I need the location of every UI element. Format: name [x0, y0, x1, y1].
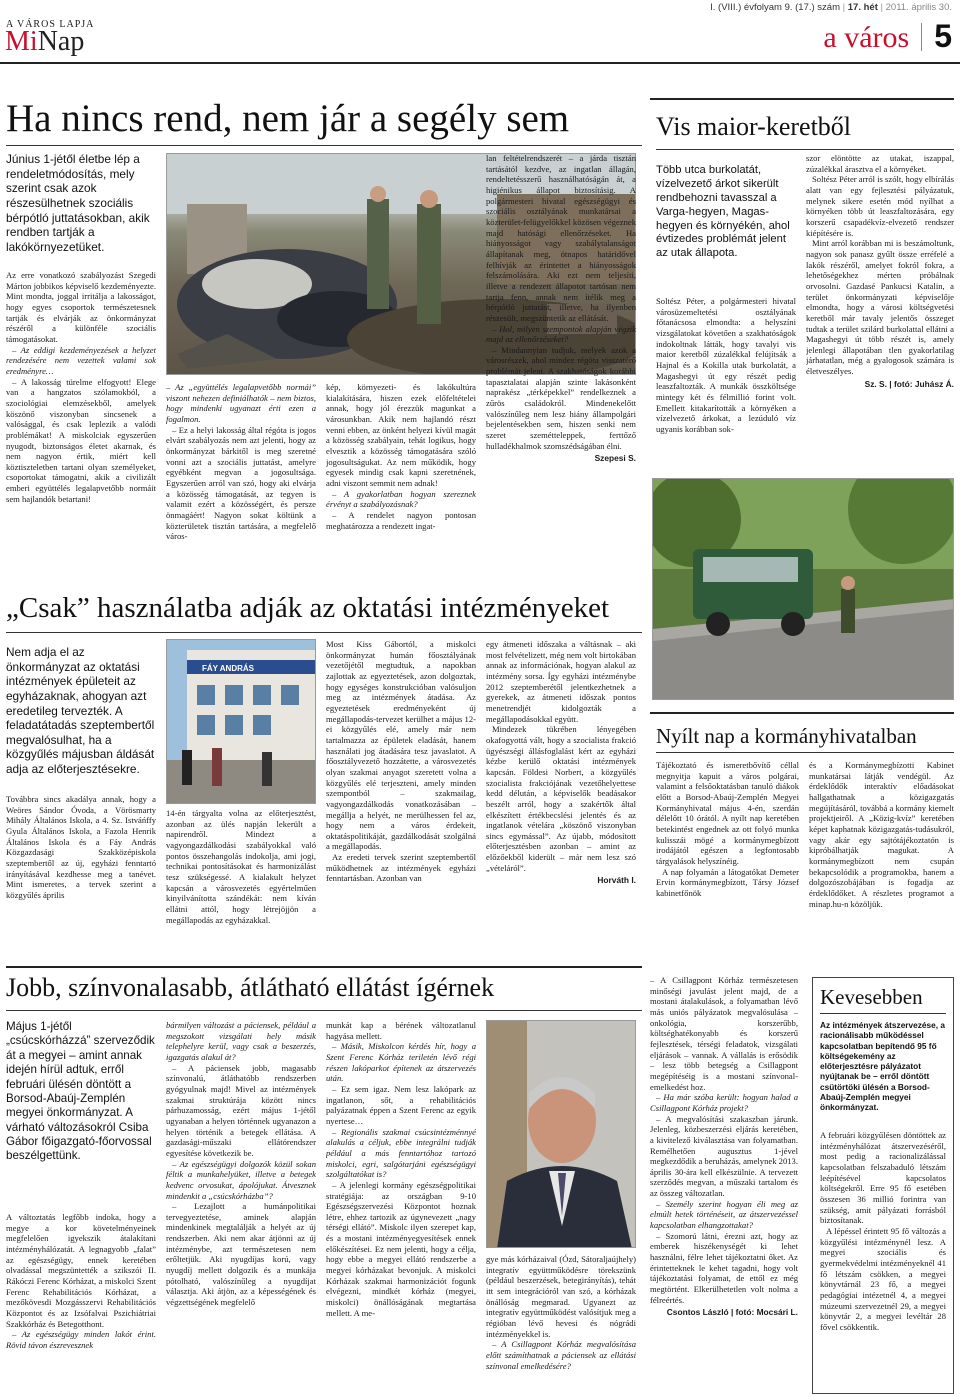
article4-title-rule: [656, 752, 954, 753]
article2-lead: Több utca burkolatát, vízelvezető árkot sikerült rendbehozni tavasszal a Varga-hegyen, Magas-hegyen és környékén, ahol évtizedes problémát jelent az utak állapota.: [656, 164, 790, 260]
article6-lead: Az intézmények átszervezése, a racionálisabb működéssel kapcsolatban bepítendő 95 fő költségekemény az előterjesztésre pályázatot nyújtanak be – erről döntött csütörtöki ülésén a Borsod-Abaúj-Zemplén megyei önkormányzat.: [820, 1020, 945, 1113]
issue-info: I. (VIII.) évfolyam 9. (17.) szám: [710, 2, 841, 13]
article2-col2: [806, 153, 954, 473]
article2-title-rule: [656, 149, 954, 150]
article5-photo-credit: fotó: Mocsári L.: [735, 1307, 798, 1318]
article5-author: Csontos László: [666, 1307, 729, 1318]
masthead-kicker: A VÁROS LAPJA: [6, 19, 95, 30]
article2-byline: Sz. S. | fotó: Juhász Á.: [864, 378, 954, 389]
article4-col1: Tájékoztató és ismeretbővítő céllal megnyitja kapuit a város polgárai, valamint a felsőoktatásban tanuló diákok előtt a Borsod-Abaúj-Zemplén Megyei Kormányhivatal május 4-én, szerdán délelőtt 10 órától. A nyílt nap keretében betekintést engednek az ott folyó munka kulisszái mögé a kormánymegbízott irodájától egészen a legfontosabb tárgyalások helyszínéig. A nap folyamán a látogatókat Demeter Ervin kormánymegbízott, Társy József kabinetfőnök: [656, 760, 799, 898]
article5-col2: bármilyen változást a páciensek, például a megszokott vizsgálati hely másik telephelyre kerül, vagy csak a beszerzés, igazgatás alakul át? – A páciensek jobb, magasabb színvonalú, átláthatóbb rendszerben gyógyulnak majd! Mivel az intézmények szakmai struktúrája között nincs párhuzamosság, ezért május 1-jétől ugyanaban a helyen történnek ugyanazon a helyen történik a betegek ellátása. A gazdasági-műszaki ellátórendszer egyesítése következik be. – Az egészségügyi dolgozók közül sokan féltik a munkahelyüket, illetve a betegek kedvenc orvosukat, ápolójukat. Átvesznek mindenkit a „csúcskórházba”? – Lezajlott a humánpolitikai tervegyeztetése, aminek alapján mindenkinek megtalálják a helyét az új rendszerben. Aki nem akar átjönni az új intézménybe, azt természetesen nem erőltetjük. Aki nyugdíjas korú, vagy nyugdíj mellett dolgozik és a munkája pótolható, valószínűleg a nyugdíjat választja. Aki átjön, az a képességének és végzettségének megfelelő: [166, 1020, 316, 1308]
article5-photo-portrait: [486, 1020, 636, 1248]
article5-title-rule: [6, 1010, 642, 1011]
article1-col4-text: lan feltételrendszerét – a járda tisztán tartásától kezdve, az ingatlan állagán, rendeltetésszerű használhatóságán át, a higiénikus állapot biztosításig. A polgármesteri hivatal egészségügyi és szociális osztályának munkatársai a közterület-felügyelőkkel közösen végeznek majd hatósági ellenőrzéseket. Ha hiányosságot vagy szabálytalanságot állapítanak meg, ötnapos határidővel felhívják az érintettet a hiányosságok felszámolására. Aki ezt nem teljesíti, illetve a rendezett állapotot tartósan nem tartja fenn, annak nem ítélik meg a bérpótló juttatást, illetve, ha ilyenben részesült, megszüntetik az ellátását. – Hol, milyen szempontok alapján végzik majd az ellenőrzéseket? – Mindannyian tudjuk, melyek azok a városrészek, ahol mindez régóta visszatérő problémát jelent. A szakhatóságok korábbi tapasztalatai alapján szinte lakásonként naprakész „térképekkel” rendelkeznek a zűrös családokról. Mindenekelőtt valószínűleg nem lesz hiány állampolgári bejelentésekben sem, hiszen senki nem szeret szemétteleppek, ferttőző hulladékhalmok szomszédságában élni.: [486, 153, 636, 451]
issue-week: 17. hét: [847, 2, 878, 13]
article6-col1: A februári közgyűlésen döntöttek az intézményhálózat átszervezéséről, most pedig a racionalizálással kapcsolatban felszabaduló létszám leépítésével kapcsolatos költségekről. Erre 95 fő esetében összesen 36 millió forintra van szükség, amit pályázati forrásból biztosítanak. A lépéssel érintett 95 fő változás a közgyűlési intézménynél lesz. A megyei szociális és gyermekvédelmi intézményeknél 41 fő létszám csökken, a megyei könyvtárnál 23 fő, a megyei pedagógiai intézetnél 4, a megyei múzeumi szervezetnél 29, a megyei könyvtár 2, a megyei levéltár 28 fővel csökkentik.: [820, 1130, 946, 1332]
article6-title-rule: [820, 1013, 946, 1014]
section-name: a város: [823, 21, 910, 54]
masthead-logo: [5, 28, 84, 56]
article2-photo-road-van: [652, 478, 954, 700]
article2-col1: Soltész Péter, a polgármesteri hivatal városüzemeltetési osztályának főtanácsosa elmondta: a helyszíni vizsgálatokat követően a szakhatóságok indokoltnak látták, hogy tavalyi vis maior keretből zúzalékkal felújítsák a Hajnal és a Kokilla utak burkolatát, a Magashegyi út egy részét pedig leaszfaltozták. A munkák összköltsége mintegy két és félmillió forint volt. Emellett kitakarították a környéken a vízelvezető árkokat, a lezúduló víz ugyanis korábban sok-: [656, 296, 796, 434]
article3-byline: Horváth I.: [597, 875, 636, 886]
article1-col4: [486, 153, 636, 573]
issue-line: I. (VIII.) évfolyam 9. (17.) szám | 17. hét | 2011. április 30.: [710, 2, 952, 13]
article3-col1: Továbbra sincs akadálya annak, hogy a Weöres Sándor Óvoda, a Vörösmarty Mihály Általános Iskola, a 4. Sz. Istváńffy Gyula Általános Iskola, a Fazola Henrik Általános Iskola és a Fáy András Közgazdasági Szakközépiskola szeptembertől az új, egyházi fenntartó irányításával kezdhesse meg a tanévet. Mint ismeretes, a tervek szerint a közgyűlés április: [6, 794, 156, 900]
article4-frame: [650, 712, 954, 714]
article3-title: „Csak” használatba adják az oktatási intézményeket: [6, 592, 610, 624]
logo-mi: Mi: [5, 26, 38, 57]
article5-col4: gye más kórházaival (Ózd, Sátoraljaújhely) integratív együttműködésre törekszünk (például beszerzések, betegirányítás), tehát itt sem integrációról van szó, a kórházak önállóság megmarad. Ugyanezt az integratív együttműködést valósítjuk meg a régióban lévő hevesi és nógrádi intézményekkel is. – A Csillagpont Kórház megvalósítása előtt számíthatnak a páciensek az ellátási színvonal emelkedésére?: [486, 1254, 636, 1371]
article1-lead: Június 1-jétől életbe lép a rendeletmódosítás, mely szerint csak azok részesülhetnek szociális bérpótló juttatásokban, akik rendben tartják a lakókörnyezetüket.: [6, 152, 150, 254]
article5-col3: munkát kap a bérének változatlanul hagyása mellett. – Másik, Miskolcon kérdés hír, hogy a Szent Ferenc Kórház teriletén lévő régi részen lakóparkot építenek az átszervezés után. – Ez sem igaz. Nem lesz lakópark az ingatlanon, sőt, a rehabilitációs palyázatnak éppen a Szent Ferenc az egyik nyertese… – Regionális szakmai csúcsintézménnyé alakulás a céljuk, ebbe integrálni tudják például a más fenntartóhoz tartozó miskolci, egri, salgótarjáni egészségügyi szolgáltatókat is? – A jelenlegi kormány egészségpolitikai stratégiája: az országban 9-10 Egészségszervezési Központot hoznak létre, ehhez tartozik az úgynevezett „nagy térségi ellátó”. Miskolc ilyen szerepet kap, és a mostani intézményegyesítések ennek előkészítései. Ez nem jelenti, hogy a célja, hogy ebbe a megyei ellátó rendszerbe a megyei kórházakat bevonjuk. A miskolci Kórházak szakmai harmonizációt fogunk elvégezni, mindkét kórház (megyei, miskolci) önállóságának megtartása mellett. A me-: [326, 1020, 476, 1318]
article3-lead: Nem adja el az önkormányzat az oktatási intézmények épületeit az egyházaknak, ahogyan azt eredetileg tervezték. A feladatátadás szeptembertől megvalósulhat, ha a közgyűlés májusban áldását adja az előterjesztésekre.: [6, 645, 155, 776]
article6-title: Kevesebben: [820, 985, 923, 1009]
article1-title: Ha nincs rend, nem jár a segély sem: [6, 97, 570, 140]
photo-art: [653, 479, 954, 700]
article5-lead: Május 1-jétől „csúcskórházzá” szerveződik át a megyei – amint annak idején hírül adtuk, erről februári ülésén döntött a Borsod-Abaúj-Zemplén megyei önkormányzat. A várható változásokról Csiba Gábor főigazgató-főorvossal beszélgettünk.: [6, 1020, 155, 1163]
article2-title: Vis maior-keretből: [656, 112, 852, 141]
article3-title-rule: [6, 632, 642, 633]
page-number: 5: [934, 18, 952, 54]
article3-col2: 14-én tárgyalta volna az előterjesztést, azonban az ülés napján lekerült a napirendről. Mindezt a vagyongazdálkodási szabályokkal való pontos összehangolás indokolja, ami jogi, technikai pontosításokat és harmonizálást tesz szükségessé. A kialakult helyzet kapcsán a városvezetés egyértelműen kinyilvánította szándékát: nem kíván ellátni attól, hogy létrejöjjön a megállapodás az egyházakkal.: [166, 808, 316, 925]
article4-col2: és a Kormánymegbízotti Kabinet munkatársai látják vendégül. Az érdeklődők interaktív előadásokat hallgathatnak a közigazgatás megújításáról, továbbá a kormány kiemelt projektjeiről. A „Közig-kvíz” keretében képet kaphatnak közigazgatás-tudásukról, vagy akár egy sajtótájékoztatón is kipróbálhatják magukat. A kormánymegbízott nem csupán bekapcsolódik a programokba, hanem a dolgozószobájában is fogadja az érdeklődőket. A részletes programot a minap.hu-n közöljük.: [809, 760, 954, 909]
article2-frame: [650, 98, 954, 100]
article2-author: Sz. S.: [864, 378, 887, 389]
article1-col2: – Az „együttélés legalapvetőbb normái” viszont nehezen definiálhatók – nem biztos, hogy mindenki ugyanazt érti ezen a fogalmon. – Ez a helyi lakosság által régóta is jogos elvárt szabályozás nem azt jelenti, hogy az önkormányzat bárkitől is meg szeretné vonni azt a szociális juttatást, amelyre egyébként megvan a jogosultsága. Egyszerűen arról van szó, hogy aki elvárja a közösség támogatását, az tegyen is valamit ezért a közösségért, és persze önmagáért! Nagyon sokat költünk a közterületek tisztán tartására, a megfelelő város-: [166, 382, 316, 542]
article1-byline: Szepesi S.: [594, 453, 636, 464]
article2-col2-text: szor elöntötte az utakat, iszappal, zúzalékkal árasztva el a környéket. Soltész Péter arról is szólt, hogy elbírálás alatt van egy fejlesztési pályázatuk, melynek sikere esetén mód nyílhat a környéken több út leaszfaltozására, egy korszerű csapadékvíz-elvezető rendszer kiépítésére is. Mint arról korábban mi is beszámoltunk, nagyon sok panasz gyűlt össze erréfelé a lakók részéről, amelyet fokról fokra, a lehetőségekhez mérten próbálnak orvosolni. Gazdasé Pankucsi Katalin, a terület önkormányzati képviselője elmondta, hogy a városi költségvetési keretből már tavaly jelentős összeget tudtak a terület szilárd burkolattal ellátni a Magashegyi út több részét is, amely jelenlegi állapotában tlen gyakorlatilag járhatatlan, még a gyalogosok számára is életveszélyes.: [806, 153, 954, 377]
article2-photo-credit: fotó: Juhász Á.: [893, 378, 954, 389]
article5-col5-text: – A Csillagpont Kórház természetesen minőségi javulást jelent majd, de a mostani átalakulások, a folyamatban lévő más uniós pályázatok megvalósulása – onkológia, korszerűbb, költséghatékonyabb és korszerű fejlesztések, térségi feladatok, vizsgálati eljárások – vannak. A vállalás is erősödik – lesz több betegség a Csillagpont megépítéséig is a mostani színvonal-emelkedést hoz. – Ha már szóba került: hogyan halad a Csillagpont Kórház projekt? – A megvalósítási szakaszban járunk. Jelenleg, közbeszerzési eljárás keretében, a kivitelező kiválasztása van folyamatban. Remélhetően augusztus 1-jével megkezdődik a beruházás, amelynek 2013. április 30-ára kell elkészülnie. A tervezett szerződés megvan, a műszaki tartalom és az összeg változatlan. – Személy szerint hogyan éli meg az elmúlt hetek történéseit, az átszervezéssel kapcsolatban elhangzottakat? – Szomorú látni, érezni azt, hogy az emberek hiszékenységét ki lehet használni, félre lehet tájékoztatni őket. Az érintetteknek le kehet tagadni, hogy volt tájékoztatási folyamat, de ettől ez még megtörtént. Elkerülhetetlen volt nolma a félreértés.: [650, 975, 798, 1305]
article3-col4: [486, 639, 636, 959]
article4-title: Nyílt nap a kormányhivatalban: [656, 724, 917, 748]
article1-col3: kép, környezeti- és lakókultúra kialakítására, hiszen ezek előfeltételei annak, hogy jól érezzük magunkat a városunkban. Akik nem hajlandó részt venni ebben, az önként helyezi kívül magát a közösség szabályain, tehát logikus, hogy elvesztik a közösség támogatására szóló jogosultságukat. Az nem működik, hogy egyesek mindig csak kapni szeretnének, adni viszont semmit nem adnak! – A gyakorlatban hogyan szereznek érvényt a szabályozásnak? – A rendelet nagyon pontosan meghatározza a rendezett ingat-: [326, 382, 476, 531]
article3-col3: Most Kiss Gábortól, a miskolci önkormányzat humán főosztályának vezetőjétől megtudtuk, a napokban zajlottak az egyeztetések, azon dolgoztak, hogy egységes konstrukcióban valósuljon meg az intézmények átadása. Az egyeztetések eredményeként új megállapodás-tervezet kerülhet a május 12-ei közgyűlés elé, amely már nem tartalmazza az épületek eladását, hanem használati jog átadására tesz javaslatot. A főosztályvezető hozzátette, a városvezetés olyan szakmai anyagot szeretett volna a közgyűlés elé terjeszteni, amely minden szempontból – szakmailag, vagyongazdálkodás vonatkozásában – megállja a helyét, ne merülhessen fel az, hogy nem a város érdekeit, oktatáspolitikáját, gazdálkodását szolgálná a megállapodás. Az eredeti tervek szerint szeptembertől működhetnek az intézmények egyházi fenntartásban. Azonban van: [326, 639, 476, 884]
article3-col4-text: egy átmeneti időszaka a váltásnak – aki most felvételizett, még nem volt birtokában annak az információnak, hogyan alakul az intézmény sorsa. Így egyházi intézménybe 2012 szeptemberétől jelentkezhetnek a gyerekek, az átmeneti időszak pontos menetrendjét kidolgozták a megállapodásokkal együtt. Mindezek tükrében lényegében okafogyottá vált, hogy a szocialista frakció ügyészségi állásfoglalást kért az egyházi kézbe kerülő oktatási intézmények kapcsán. Földesi Norbert, a közgyűlés szocialista frakciójának vezetőhelyettese kedd délután, a képviselők beadásakor beszélt arról, hogy a szakértők által elkészített értékbecslési jelentés és az ingatlanok vételára „köszönő viszonyban sincs egymással”. Az újabb, módosított előterjesztésben azonban – amint az előzőekből kiderült – már nem lesz szó „vételáról”.: [486, 639, 636, 873]
svg-text:FÁY ANDRÁS: FÁY ANDRÁS: [202, 664, 255, 673]
issue-date: 2011. április 30.: [885, 2, 952, 13]
article5-title: Jobb, színvonalasabb, átlátható ellátást ígérnek: [6, 973, 495, 1002]
masthead-rule: [0, 62, 960, 64]
article5-byline: Csontos László | fotó: Mocsári L.: [666, 1307, 798, 1318]
logo-nap: Nap: [37, 26, 85, 57]
article5-top-rule: [6, 966, 642, 968]
article1-col1: Az erre vonatkozó szabályozást Szegedi Márton jobbikos képviselő kezdeményezte. Mint mondta, joggal irritálja a lakosságot, hogy egyes csoportok természetesnek tartják és elvárják az önkormányzat részéről a különféle szociális támogatásokat. – Az eddigi kezdeményezések a helyzet rendezésére nem vezettek valami sok eredményre… – A lakosság türelme elfogyott! Elege van a hangzatos szólamokból, a szociológiai elemzésekből, amelyek köszönő viszonyban sincsenek a valósággal, és csak leplezik a valódi problémákat! A miskolciak egyszerűen nyugodt, biztonságos életet akarnak, és nem nagyon értik, miért kell köztiszteletben tartani olyan személyeket, csoportokat támogatni, akik a civilizált emberi együttélés legalapvetőbb normáit sem hajlandók betartani!: [6, 270, 156, 504]
photo-art: [167, 640, 316, 804]
section-label: [823, 20, 952, 53]
article1-title-rule: [6, 145, 642, 146]
article5-col1: A változtatás legfőbb indoka, hogy a megye a kor követelményeinek megfelelően igyekszik átalakítani intézményhálózatát. A legnagyobb „falat” az egészségügy, ennek keretében olvadással megszüntették a szikszói II. Rákóczi Ferenc Kórházat, a miskolci Szent Ferenc Rehabilitációs Kórházat, a mezőkövesdi Mozgásszervi Rehabilitációs Központot és az Izsófalvai Pszichiátriai Szakkórház és Betegotthont. – Az egészségügy minden lakót érint. Rövid távon észrevesznek: [6, 1212, 156, 1350]
photo-art: [487, 1021, 636, 1248]
article3-photo-school: [166, 639, 316, 804]
article5-col5: [650, 975, 798, 1395]
